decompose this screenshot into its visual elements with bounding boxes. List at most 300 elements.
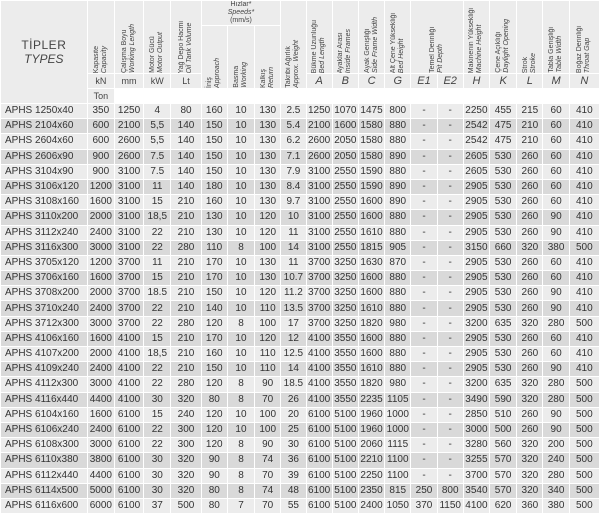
working-header: Basma Working <box>227 26 254 89</box>
value-cell: 80 <box>201 392 227 407</box>
table-row <box>1 316 600 331</box>
value-cell: 500 <box>569 240 599 255</box>
type-cell: APHS 3110x200 <box>1 210 88 225</box>
value-cell: 880 <box>385 225 411 240</box>
value-cell: 350 <box>87 104 114 119</box>
value-cell: 2550 <box>332 179 358 194</box>
value-cell: 22 <box>144 377 171 392</box>
value-cell: 10 <box>227 119 254 134</box>
value-cell: 160 <box>201 195 227 210</box>
value-cell: 475 <box>490 119 517 134</box>
value-cell: 3250 <box>332 316 358 331</box>
type-cell: APHS 1250x40 <box>1 104 88 119</box>
value-cell: 3100 <box>114 179 143 194</box>
value-cell: 410 <box>569 119 599 134</box>
value-cell: 500 <box>569 483 599 498</box>
type-cell: APHS 3708x200 <box>1 286 88 301</box>
value-cell: 150 <box>201 286 227 301</box>
value-cell: 2400 <box>358 498 384 513</box>
table-row <box>1 362 600 377</box>
value-cell: 120 <box>255 210 281 225</box>
value-cell: 17 <box>281 316 306 331</box>
value-cell: 140 <box>171 179 201 194</box>
value-cell: 3000 <box>87 377 114 392</box>
value-cell: 11 <box>281 255 306 270</box>
value-cell: 500 <box>569 438 599 453</box>
value-cell: 1600 <box>358 331 384 346</box>
value-cell: 90 <box>255 438 281 453</box>
value-cell: 150 <box>201 164 227 179</box>
value-cell: - <box>411 225 437 240</box>
value-cell: - <box>411 407 437 422</box>
stroke-header: Strok Stroke <box>517 1 543 74</box>
value-cell: 120 <box>201 316 227 331</box>
capacity-unit: kN <box>87 74 114 89</box>
type-cell: APHS 6106x240 <box>1 422 88 437</box>
value-cell: - <box>411 134 437 149</box>
value-cell: 1600 <box>358 195 384 210</box>
table-row <box>1 149 600 164</box>
table-row <box>1 392 600 407</box>
value-cell: - <box>411 119 437 134</box>
value-cell: 1630 <box>358 255 384 270</box>
value-cell: 880 <box>385 119 411 134</box>
value-cell: 2905 <box>463 347 489 362</box>
table-row <box>1 225 600 240</box>
value-cell: 6100 <box>114 453 143 468</box>
value-cell: - <box>437 134 463 149</box>
value-cell: 300 <box>171 438 201 453</box>
value-cell: 1610 <box>358 225 384 240</box>
value-cell: 1600 <box>87 195 114 210</box>
value-cell: 80 <box>201 498 227 513</box>
pit-depth-header: Temel Derinliği Pit Depth <box>411 1 463 74</box>
value-cell: 600 <box>87 134 114 149</box>
value-cell: - <box>411 392 437 407</box>
value-cell: 570 <box>490 453 517 468</box>
value-cell: 210 <box>171 362 201 377</box>
value-cell: 570 <box>490 468 517 483</box>
value-cell: 510 <box>490 407 517 422</box>
value-cell: - <box>437 271 463 286</box>
value-cell: 60 <box>543 164 569 179</box>
type-cell: APHS 3108x160 <box>1 195 88 210</box>
table-row <box>1 453 600 468</box>
value-cell: 130 <box>255 255 281 270</box>
value-cell: 160 <box>201 347 227 362</box>
value-cell: - <box>411 438 437 453</box>
value-cell: 130 <box>255 195 281 210</box>
value-cell: - <box>411 195 437 210</box>
value-cell: 7.5 <box>144 149 171 164</box>
value-cell: 130 <box>255 119 281 134</box>
bed-height-letter: G <box>385 74 411 89</box>
value-cell: 880 <box>385 286 411 301</box>
value-cell: - <box>437 331 463 346</box>
value-cell: 150 <box>201 119 227 134</box>
value-cell: 3700 <box>306 271 332 286</box>
value-cell: 2000 <box>87 286 114 301</box>
value-cell: 160 <box>201 104 227 119</box>
value-cell: 10 <box>227 104 254 119</box>
value-cell: - <box>411 255 437 270</box>
value-cell: 6100 <box>114 468 143 483</box>
value-cell: 1580 <box>358 149 384 164</box>
value-cell: 4100 <box>306 331 332 346</box>
value-cell: 4100 <box>114 392 143 407</box>
value-cell: 320 <box>517 240 543 255</box>
value-cell: 2600 <box>114 149 143 164</box>
value-cell: 18,5 <box>144 210 171 225</box>
value-cell: 11 <box>144 179 171 194</box>
value-cell: 410 <box>569 331 599 346</box>
value-cell: 500 <box>569 407 599 422</box>
value-cell: 455 <box>490 104 517 119</box>
value-cell: 30 <box>144 468 171 483</box>
value-cell: 5100 <box>332 453 358 468</box>
value-cell: 1150 <box>437 498 463 513</box>
value-cell: 660 <box>490 240 517 255</box>
value-cell: 8 <box>227 468 254 483</box>
value-cell: 130 <box>255 134 281 149</box>
inside-frames-header: Ayaklar Arası Inside Frames <box>332 1 358 74</box>
machine-height-header: Makinenin Yüksekliği Machine Height <box>463 1 489 74</box>
value-cell: 500 <box>171 498 201 513</box>
value-cell: 150 <box>201 134 227 149</box>
value-cell: 3550 <box>332 331 358 346</box>
value-cell: 4100 <box>114 331 143 346</box>
value-cell: 1820 <box>358 377 384 392</box>
oil-tank-unit: Lt <box>171 74 201 89</box>
value-cell: 22 <box>144 225 171 240</box>
table-row <box>1 134 600 149</box>
value-cell: 10 <box>227 347 254 362</box>
value-cell: 6100 <box>114 438 143 453</box>
value-cell: 260 <box>517 347 543 362</box>
value-cell: 1815 <box>358 240 384 255</box>
value-cell: 2600 <box>114 134 143 149</box>
value-cell: 18.5 <box>281 377 306 392</box>
value-cell: 500 <box>569 316 599 331</box>
value-cell: 6.2 <box>281 134 306 149</box>
value-cell: 200 <box>543 438 569 453</box>
value-cell: 5000 <box>87 483 114 498</box>
value-cell: 3280 <box>463 438 489 453</box>
value-cell: - <box>437 438 463 453</box>
value-cell: 210 <box>517 134 543 149</box>
value-cell: 8 <box>227 453 254 468</box>
value-cell: 12 <box>281 331 306 346</box>
value-cell: 900 <box>87 149 114 164</box>
value-cell: 880 <box>385 134 411 149</box>
value-cell: 260 <box>517 225 543 240</box>
value-cell: 475 <box>490 134 517 149</box>
value-cell: - <box>437 316 463 331</box>
value-cell: 1600 <box>87 407 114 422</box>
value-cell: 22 <box>144 301 171 316</box>
value-cell: 2905 <box>463 301 489 316</box>
value-cell: 18,5 <box>144 347 171 362</box>
value-cell: 260 <box>517 164 543 179</box>
table-row <box>1 286 600 301</box>
value-cell: 210 <box>171 347 201 362</box>
value-cell: 2050 <box>332 149 358 164</box>
value-cell: 620 <box>490 498 517 513</box>
value-cell: 2210 <box>358 453 384 468</box>
value-cell: 1105 <box>385 392 411 407</box>
value-cell: 260 <box>517 195 543 210</box>
value-cell: 2100 <box>306 119 332 134</box>
value-cell: 6100 <box>306 453 332 468</box>
value-cell: 5.4 <box>281 119 306 134</box>
value-cell: 3100 <box>114 225 143 240</box>
value-cell: 2000 <box>87 347 114 362</box>
value-cell: 1600 <box>87 271 114 286</box>
value-cell: - <box>411 240 437 255</box>
value-cell: 380 <box>543 498 569 513</box>
value-cell: 410 <box>569 271 599 286</box>
value-cell: 1610 <box>358 362 384 377</box>
value-cell: 3550 <box>332 377 358 392</box>
approach-header: İniş Approach <box>201 26 227 89</box>
types-header <box>1 1 88 104</box>
value-cell: 500 <box>569 422 599 437</box>
value-cell: 130 <box>255 164 281 179</box>
value-cell: 6100 <box>306 438 332 453</box>
type-cell: APHS 4106x160 <box>1 331 88 346</box>
value-cell: 1600 <box>87 331 114 346</box>
value-cell: 1000 <box>385 407 411 422</box>
value-cell: 3100 <box>306 179 332 194</box>
value-cell: 5100 <box>332 438 358 453</box>
value-cell: 240 <box>171 407 201 422</box>
value-cell: 10 <box>227 164 254 179</box>
value-cell: 1600 <box>358 347 384 362</box>
value-cell: 22 <box>144 362 171 377</box>
value-cell: 2905 <box>463 362 489 377</box>
value-cell: 8 <box>227 316 254 331</box>
value-cell: 2905 <box>463 225 489 240</box>
value-cell: 2050 <box>332 134 358 149</box>
value-cell: 3200 <box>463 316 489 331</box>
value-cell: 6100 <box>306 407 332 422</box>
value-cell: 3700 <box>114 286 143 301</box>
types-title-en: TYPES <box>24 52 64 66</box>
value-cell: 90 <box>201 468 227 483</box>
table-row <box>1 468 600 483</box>
value-cell: 530 <box>490 179 517 194</box>
speeds-header: Hızlar* Speeds* (mm/s) <box>201 1 281 26</box>
value-cell: 3100 <box>306 240 332 255</box>
machine-height-letter: H <box>463 74 489 89</box>
value-cell: 2905 <box>463 195 489 210</box>
value-cell: 100 <box>255 422 281 437</box>
value-cell: 90 <box>543 422 569 437</box>
e1-letter: E1 <box>411 74 437 89</box>
value-cell: 140 <box>171 134 201 149</box>
value-cell: 3490 <box>463 392 489 407</box>
value-cell: 880 <box>385 362 411 377</box>
value-cell: 260 <box>517 271 543 286</box>
value-cell: 1610 <box>358 301 384 316</box>
value-cell: 90 <box>543 286 569 301</box>
capacity-header: Kapasite Capacity <box>87 1 114 74</box>
value-cell: 280 <box>171 377 201 392</box>
value-cell: 260 <box>517 407 543 422</box>
value-cell: 530 <box>490 301 517 316</box>
value-cell: 800 <box>385 104 411 119</box>
value-cell: 2235 <box>358 392 384 407</box>
bed-length-header: Bükme Uzunluğu Bed Length <box>306 1 332 74</box>
types-title-tr: TİPLER <box>21 38 67 52</box>
value-cell: 410 <box>569 134 599 149</box>
value-cell: 6100 <box>114 422 143 437</box>
value-cell: 6100 <box>114 498 143 513</box>
value-cell: 1960 <box>358 407 384 422</box>
value-cell: 140 <box>171 164 201 179</box>
value-cell: 4100 <box>306 362 332 377</box>
value-cell: 370 <box>411 498 437 513</box>
value-cell: 890 <box>385 179 411 194</box>
value-cell: 10 <box>227 149 254 164</box>
motor-output-unit: kW <box>144 74 171 89</box>
value-cell: 870 <box>385 255 411 270</box>
value-cell: 2400 <box>87 225 114 240</box>
value-cell: 500 <box>569 498 599 513</box>
value-cell: 6100 <box>114 407 143 422</box>
value-cell: 410 <box>569 362 599 377</box>
return-header: Kalkış Return <box>255 26 281 89</box>
value-cell: 260 <box>517 149 543 164</box>
value-cell: 410 <box>569 104 599 119</box>
type-cell: APHS 6112x440 <box>1 468 88 483</box>
table-row <box>1 498 600 513</box>
working-length-unit: mm <box>114 74 143 89</box>
type-cell: APHS 2606x90 <box>1 149 88 164</box>
type-cell: APHS 6104x160 <box>1 407 88 422</box>
value-cell: 3000 <box>87 438 114 453</box>
throat-gap-header: Boğaz Derinliği Throat Gap <box>569 1 599 74</box>
value-cell: - <box>437 255 463 270</box>
value-cell: 320 <box>171 453 201 468</box>
value-cell: 180 <box>201 179 227 194</box>
value-cell: 800 <box>437 483 463 498</box>
value-cell: 250 <box>411 483 437 498</box>
value-cell: 10 <box>227 331 254 346</box>
value-cell: 80 <box>171 104 201 119</box>
value-cell: 130 <box>255 149 281 164</box>
value-cell: 360 <box>517 498 543 513</box>
specs-table-body <box>1 104 600 514</box>
value-cell: - <box>437 301 463 316</box>
value-cell: 4100 <box>306 377 332 392</box>
value-cell: 3000 <box>87 240 114 255</box>
value-cell: 30 <box>144 392 171 407</box>
value-cell: 30 <box>281 438 306 453</box>
table-row <box>1 407 600 422</box>
side-frame-width-header: Ayak Genişliği Side Frame Width <box>358 1 384 74</box>
value-cell: 2100 <box>114 119 143 134</box>
value-cell: 260 <box>517 301 543 316</box>
value-cell: 15 <box>144 331 171 346</box>
value-cell: 600 <box>87 119 114 134</box>
value-cell: - <box>437 422 463 437</box>
value-cell: 48 <box>281 483 306 498</box>
table-row <box>1 347 600 362</box>
value-cell: 2905 <box>463 179 489 194</box>
value-cell: 11.2 <box>281 286 306 301</box>
value-cell: 5,5 <box>144 134 171 149</box>
value-cell: 210 <box>517 119 543 134</box>
value-cell: 2550 <box>332 225 358 240</box>
value-cell: 320 <box>171 392 201 407</box>
value-cell: 260 <box>517 255 543 270</box>
value-cell: 3700 <box>114 271 143 286</box>
value-cell: 410 <box>569 286 599 301</box>
value-cell: - <box>437 149 463 164</box>
value-cell: 140 <box>171 119 201 134</box>
value-cell: 2542 <box>463 119 489 134</box>
value-cell: - <box>437 286 463 301</box>
value-cell: 90 <box>543 362 569 377</box>
value-cell: - <box>411 104 437 119</box>
value-cell: 280 <box>171 316 201 331</box>
value-cell: 5100 <box>332 483 358 498</box>
value-cell: 2905 <box>463 331 489 346</box>
value-cell: 260 <box>517 331 543 346</box>
value-cell: 635 <box>490 377 517 392</box>
value-cell: 4100 <box>306 392 332 407</box>
value-cell: 1600 <box>332 119 358 134</box>
table-row <box>1 104 600 119</box>
value-cell: 1200 <box>87 179 114 194</box>
value-cell: 340 <box>543 483 569 498</box>
value-cell: 15 <box>144 407 171 422</box>
value-cell: 3255 <box>463 453 489 468</box>
approx-weight-header: Takribi Ağırlık Approx. Weight <box>281 1 306 89</box>
value-cell: 120 <box>201 422 227 437</box>
value-cell: 130 <box>255 104 281 119</box>
value-cell: 6100 <box>114 483 143 498</box>
value-cell: 320 <box>171 468 201 483</box>
value-cell: 900 <box>87 164 114 179</box>
value-cell: 1250 <box>114 104 143 119</box>
value-cell: 3250 <box>332 301 358 316</box>
value-cell: 210 <box>171 331 201 346</box>
value-cell: 3100 <box>306 164 332 179</box>
value-cell: 3100 <box>306 210 332 225</box>
value-cell: 60 <box>543 255 569 270</box>
value-cell: 3550 <box>332 347 358 362</box>
value-cell: 10 <box>227 195 254 210</box>
value-cell: 10 <box>227 179 254 194</box>
value-cell: 7 <box>227 498 254 513</box>
value-cell: 5,5 <box>144 119 171 134</box>
value-cell: - <box>437 453 463 468</box>
value-cell: 70 <box>255 392 281 407</box>
value-cell: 11 <box>281 225 306 240</box>
value-cell: 6100 <box>306 422 332 437</box>
value-cell: 3550 <box>332 362 358 377</box>
value-cell: - <box>411 468 437 483</box>
value-cell: 1590 <box>358 164 384 179</box>
value-cell: 530 <box>490 210 517 225</box>
table-row <box>1 301 600 316</box>
value-cell: 15 <box>144 195 171 210</box>
value-cell: 320 <box>517 483 543 498</box>
value-cell: 10 <box>227 134 254 149</box>
value-cell: - <box>437 119 463 134</box>
